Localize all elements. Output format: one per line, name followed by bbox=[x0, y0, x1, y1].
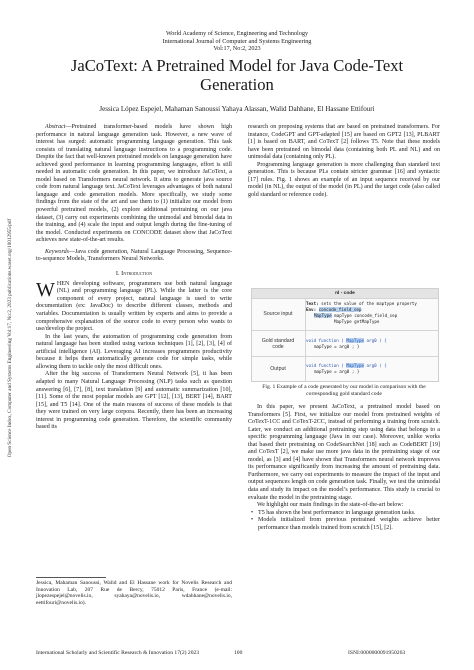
footer-page-number: 100 bbox=[234, 650, 243, 656]
paper-authors: Jessica López Espejel, Mahaman Sanoussi Yahaya Alassan, Walid Dahhane, El Hassane Ettifouri bbox=[99, 105, 375, 113]
intro-paragraph-1 bbox=[36, 278, 232, 334]
section-title: Introduction bbox=[121, 269, 153, 277]
figure-text-key: Text: bbox=[306, 301, 319, 306]
figure-row-label: Source input bbox=[263, 311, 293, 317]
abstract-text: —Pretrained transformer-based models have shown high performance in natural language generation task. However, a new wave of interest has surged: automatic programming language generation. This task consists of translating natural language instructions to a programming code. Despite the fact that well-known pretrained models on language generation have achieved good performance in learning programming languages, effort is still needed in automatic code generation. In this paper, we introduce JaCoText, a model based on Transformers neural network. It aims to generate java source code from natural language text. JaCoText leverages advantages of both natural language and code generation models. More specifically, we study some findings from the state of the art and use them to (1) initialize our model from powerful pretrained models, (2) explore additional pretraining on our java dataset, (3) carry out experiments combining the unimodal and bimodal data in the training, and (4) scale the input and output length during the fine-tuning of the model. Conducted experiments on CONCODE dataset show that JaCoText achieves new state-of-the-art results. bbox=[36, 124, 232, 244]
paper-title-line1: JaCoText: A Pretrained Model for Java Code-Text bbox=[70, 56, 404, 75]
keywords-label: Keywords bbox=[45, 248, 69, 255]
figure-output-code-line2: mapType = arg0 ; } bbox=[314, 369, 360, 374]
figure-caption: Fig. 1 Example of a code generated by our model in comparison with the corresponding gold standard code bbox=[262, 384, 426, 397]
sidebar-citation bbox=[5, 140, 15, 535]
journal-header-line1: World Academy of Science, Engineering and Technology bbox=[165, 30, 309, 37]
abstract-paragraph bbox=[36, 124, 232, 245]
figure-gold-code-line1: void function ( MapType arg0 ) { bbox=[306, 338, 387, 343]
figure-1 bbox=[251, 288, 439, 382]
right-column-bottom bbox=[248, 404, 440, 532]
figure-title: nl - code bbox=[252, 289, 438, 298]
figure-maptype-token: MapType bbox=[346, 363, 364, 368]
right-paragraph-3: In this paper, we present JaCoText, a pretrained model based on Transformers [5]. First, we initialize our model from pretrained weights of CoTexT-1CC and CoTexT-2CC, instead of performing a training from scratch. Later, we conduct an additional pretraining step using data that belongs to a specific programming language (Java in our case). Moreover, unlike works that based their pretraining on CodeSearchNet [18] such as CodeBERT [19] and CoTexT [2], we make use more java data in the pretraining stage of our model, as [3] and [4] have shown that Transformers neural network improves its performance significantly from increasing the amount of pretraining data. Furthermore, we carry out experiments to measure the impact of the input and output sequences length on code generation task. Finally, we test the unimodal data and study its impact on the model’s performance. This study is crucial to evaluate the model in the pretraining stage. bbox=[248, 404, 440, 501]
journal-header-line3: Vol:17, No:2, 2023 bbox=[213, 45, 261, 53]
figure-env-line4: MapType getMapType bbox=[334, 319, 380, 324]
figure-text-value: sets the value of the maptype property bbox=[318, 301, 417, 306]
abstract-label: Abstract bbox=[45, 124, 66, 130]
journal-header bbox=[0, 30, 474, 53]
figure-gold-code-line2: mapType = arg0 ; } bbox=[314, 344, 360, 349]
right-paragraph-4: We highlight our main findings in the state-of-the-art below: bbox=[257, 502, 404, 509]
right-column-top bbox=[248, 124, 440, 199]
paper-title-line2: Generation bbox=[200, 75, 274, 94]
figure-row-gold bbox=[252, 330, 438, 357]
figure-row-label: Output bbox=[270, 366, 286, 372]
right-paragraph-1: research on proposing systems that are based on pretrained transformers. For instance, CodeGPT and GPT-adapted [15] are based on GPT2 [13], PLBART [1] is based on BART, and CoTexT [2] follows T5. Note that these models have been pretrained on bimodal data (containing both PL and NL) and on unimodal data (containing only PL). bbox=[248, 124, 440, 161]
list-item: • Models initialized from previous pretrained weights achieve better performance than models trained from scratch [15], [2]. bbox=[258, 517, 440, 532]
left-column bbox=[36, 124, 232, 432]
footnote: Jessica, Mahaman Sanoussi, Walid and El Hassane work for Novelis Research and Innovation Lab, 207 Rue de Bercy, 75012 Paris, France (e-mail: jlopezespejel@novelis.io, syahaya@novelis.io, wdahhane@novelis.io, eettifouri@novelis.io). bbox=[36, 580, 232, 606]
figure-output-code-line1: void function ( MapType arg0 ) { bbox=[306, 363, 387, 368]
figure-gold-code bbox=[306, 338, 434, 350]
keywords-text: —Java code generation, Natural Language Processing, Sequence-to-sequence Models, Transformers Neural Networks. bbox=[36, 248, 232, 263]
figure-maptype-token: MapType bbox=[346, 338, 364, 343]
figure-row-label bbox=[252, 338, 304, 350]
intro-paragraph-1-text: HEN developing software, programmers use both natural language (NL) and programming language (PL). While the latter is the core component of every project, natural language is used to write documentation (ex: JavaDoc) to describe different classes, methods and variables. Documentation is usually written by experts and aims to provide a comprehensive explanation of the source code to every person who wants to use/develop the project. bbox=[36, 280, 232, 333]
journal-header-line2: International Journal of Computer and Systems Engineering bbox=[162, 37, 312, 45]
sidebar-citation-text: Open Science Index, Computer and Systems Engineering Vol:17, No:2, 2023 publications.waset.org/10012955/pdf bbox=[7, 218, 13, 457]
footer-right: ISNI:0000000091950263 bbox=[348, 650, 406, 656]
figure-output-code bbox=[306, 363, 434, 375]
list-item: • T5 has shown the best performance in language generation tasks. bbox=[258, 510, 440, 518]
figure-env-line3: mapType concode_field_sep bbox=[331, 313, 398, 318]
intro-paragraph-3: After the big success of Transformers Neural Network [5], it has been adapted to many Natural Language Processing (NLP) tasks such as question answering [6], [7], [8], text translation [9] and automatic summarization [10], [11]. Some of the most popular models are GPT [12], [13], BERT [14], BART [15], and T5 [14]. One of the main reasons of success of these models is that they were trained on very large corpora. Recently, there has been an increasing interest in programming code generation. Therefore, the scientific community based its bbox=[36, 371, 232, 431]
figure-gold-label-1: Gold standard bbox=[261, 338, 295, 344]
footnote-rule bbox=[36, 577, 106, 578]
figure-source-cell bbox=[306, 301, 434, 325]
right-paragraph-2: Programming language generation is more challenging than standard text generation. This is because PLs contain stricter grammar [16] and syntactic [17] rules. Fig. 1 shows an example of an input sequence received by our model (in NL), the output of the model (in PL) and the target code (also called gold standard or reference code). bbox=[248, 161, 440, 198]
figure-row-source bbox=[252, 298, 438, 331]
section-number: I. bbox=[115, 269, 120, 277]
figure-env-key: Env: bbox=[306, 307, 319, 312]
footer-left: International Scholarly and Scientific Research & Innovation 17(2) 2023 bbox=[36, 650, 200, 656]
figure-row-output bbox=[252, 356, 438, 382]
figure-maptype-token: MapType bbox=[314, 313, 332, 318]
findings-list bbox=[248, 510, 440, 533]
keywords-paragraph bbox=[36, 249, 232, 264]
intro-paragraph-2: In the last years, the automation of programming code generation from natural language has been studied using various techniques [1], [2], [3], [4] of artificial intelligence (AI). Leveraging AI increases programmers productivity because it helps them automatically generate code for simple tasks, while allowing them to tackle only the most difficult ones. bbox=[36, 333, 232, 370]
paper-title bbox=[20, 56, 454, 94]
figure-env-value: concode_field_sep bbox=[318, 307, 362, 312]
figure-gold-label-2: code bbox=[272, 344, 284, 350]
section-heading bbox=[36, 270, 232, 278]
drop-cap: W bbox=[36, 278, 55, 301]
